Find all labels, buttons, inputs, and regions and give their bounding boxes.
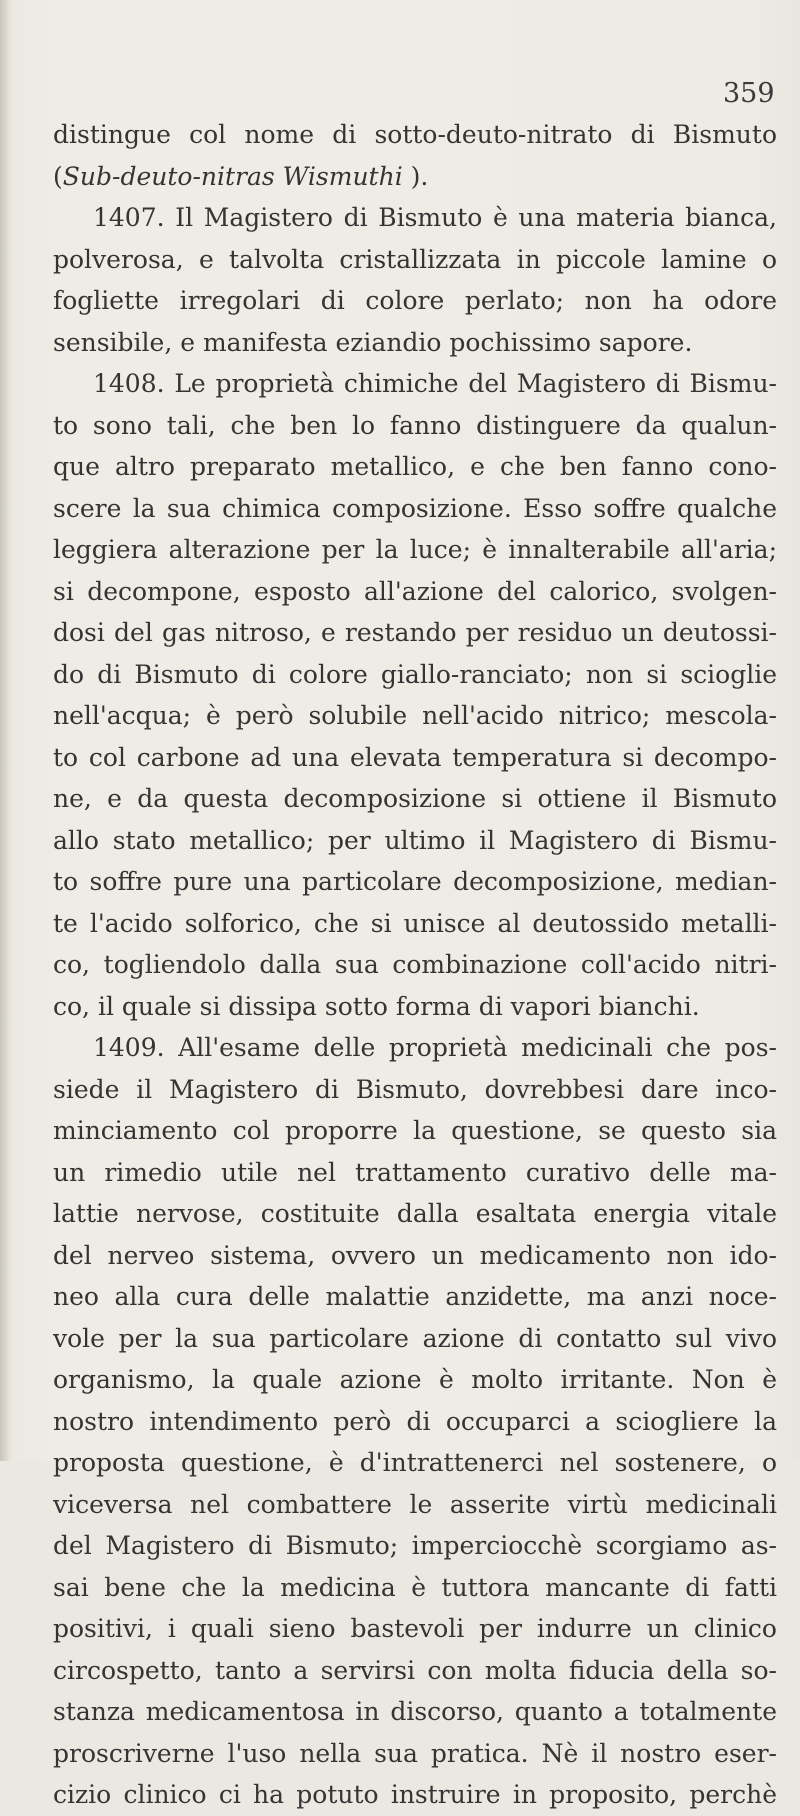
text-line: siede il Magistero di Bismuto, dovrebbesi dare inco- xyxy=(53,1074,777,1104)
paragraph-1409-start: 1409. All'esame delle proprietà medicinali che pos- xyxy=(93,1033,777,1062)
text-line: fogliette irregolari di colore perlato; non ha odore xyxy=(53,286,777,315)
text-line: neo alla cura delle malattie anzidette, ma anzi noce- xyxy=(53,1282,777,1311)
text-line: nell'acqua; è però solubile nell'acido nitrico; mescola- xyxy=(53,701,777,730)
paren-open: ( xyxy=(53,161,63,191)
text-line: stanza medicamentosa in discorso, quanto a totalmente xyxy=(53,1697,777,1726)
text-line: un rimedio utile nel trattamento curativo delle ma- xyxy=(53,1157,777,1187)
paragraph-1407-start: 1407. Il Magistero di Bismuto è una materia bianca, xyxy=(93,203,777,232)
text-line: ne, e da questa decomposizione si ottiene il Bismuto xyxy=(53,784,777,813)
text-line: minciamento col proporre la questione, se questo sia xyxy=(53,1116,777,1145)
binding-shadow xyxy=(0,0,10,1461)
text-line: polverosa, e talvolta cristallizzata in piccole lamine o xyxy=(53,244,777,274)
latin-name: Sub-deuto-nitras Wismuthi xyxy=(62,161,403,191)
text-line: lattie nervose, costituite dalla esaltata energia vitale xyxy=(53,1199,777,1228)
text-line: te l'acido solforico, che si unisce al deutossido metalli- xyxy=(53,908,777,938)
text-line: allo stato metallico; per ultimo il Magistero di Bismu- xyxy=(53,825,777,855)
text-line: to sono tali, che ben lo fanno distinguere da qualun- xyxy=(53,410,777,440)
text-line: circospetto, tanto a servirsi con molta fiducia della so- xyxy=(53,1655,777,1685)
text-line: cizio clinico ci ha potuto instruire in proposito, perchè xyxy=(53,1780,777,1809)
text-line: que altro preparato metallico, e che ben fanno cono- xyxy=(53,452,777,481)
text-line: proscriverne l'uso nella sua pratica. Nè il nostro eser- xyxy=(53,1738,777,1768)
text-line: leggiera alterazione per la luce; è innalterabile all'aria; xyxy=(53,535,777,564)
text-line: to soffre pure una particolare decomposizione, median- xyxy=(53,867,777,896)
text-line: si decompone, esposto all'azione del calorico, svolgen- xyxy=(53,576,777,606)
text-line: proposta questione, è d'intrattenerci nel sostenere, o xyxy=(53,1448,777,1477)
text-line: to col carbone ad una elevata temperatura si decompo- xyxy=(53,742,777,772)
text-line: del Magistero di Bismuto; imperciocchè scorgiamo as- xyxy=(53,1531,777,1560)
text-line: vole per la sua particolare azione di contatto sul vivo xyxy=(53,1323,777,1353)
page-number: 359 xyxy=(723,78,775,109)
text-line: sensibile, e manifesta eziandio pochissimo sapore. xyxy=(53,327,693,357)
text-line: do di Bismuto di colore giallo-ranciato; non si scioglie xyxy=(53,659,777,689)
text-line: scere la sua chimica composizione. Esso soffre qualche xyxy=(53,493,777,523)
text-line: nostro intendimento però di occuparci a sciogliere la xyxy=(53,1406,777,1436)
text-line: dosi del gas nitroso, e restando per residuo un deutossi- xyxy=(53,618,777,647)
text-line: positivi, i quali sieno bastevoli per indurre un clinico xyxy=(53,1614,777,1643)
paren-close: ). xyxy=(410,161,429,191)
text-line: del nerveo sistema, ovvero un medicamento non ido- xyxy=(53,1240,777,1270)
paragraph-1408-start: 1408. Le proprietà chimiche del Magistero di Bismu- xyxy=(93,369,777,398)
text-line: distingue col nome di sotto-deuto-nitrato di Bismuto xyxy=(53,120,777,149)
body-text xyxy=(53,114,777,1816)
text-line: organismo, la quale azione è molto irritante. Non è xyxy=(53,1365,777,1394)
text-line: co, togliendolo dalla sua combinazione coll'acido nitri- xyxy=(53,950,777,979)
text-line: viceversa nel combattere le asserite virtù medicinali xyxy=(53,1489,777,1519)
text-line: sai bene che la medicina è tuttora mancante di fatti xyxy=(53,1572,777,1602)
text-line: co, il quale si dissipa sotto forma di vapori bianchi. xyxy=(53,991,700,1021)
text-line xyxy=(53,156,777,198)
